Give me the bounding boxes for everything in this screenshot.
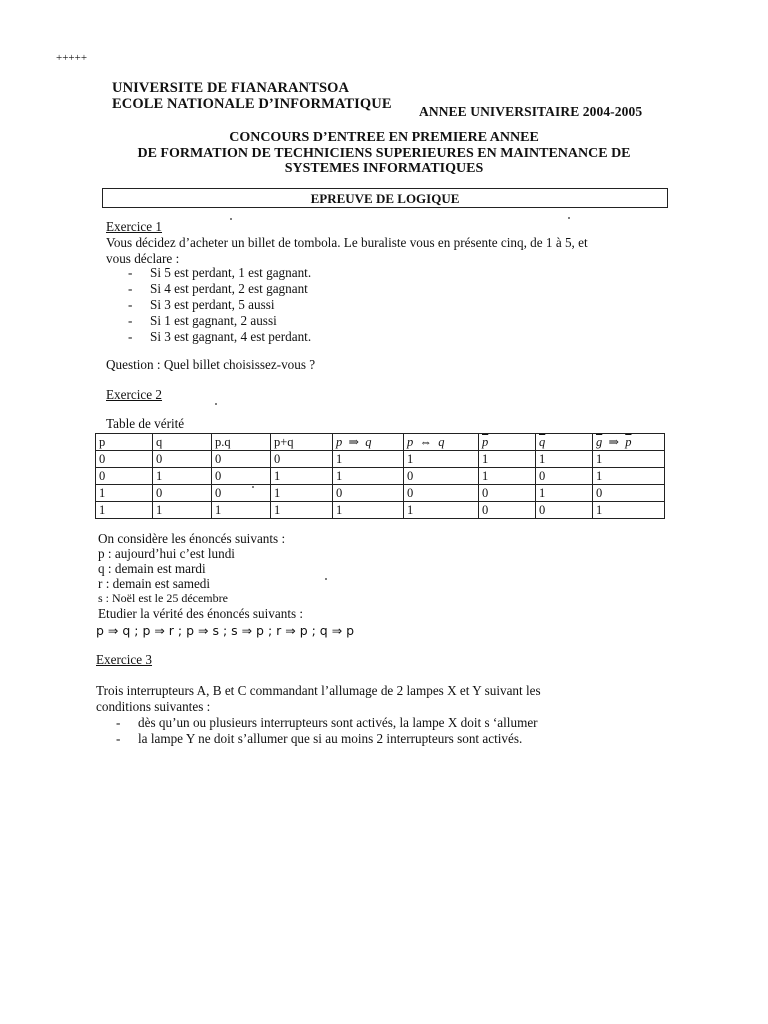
exercise-3-intro-2: conditions suivantes : xyxy=(96,699,211,714)
table-row xyxy=(96,485,665,502)
list-item: - Si 4 est perdant, 2 est gagnant xyxy=(128,281,311,297)
exercise-3-intro: Trois interrupteurs A, B et C commandant l’allumage de 2 lampes X et Y suivant les xyxy=(96,683,541,698)
statement-p: p : aujourd’hui c’est lundi xyxy=(98,546,235,561)
table-cell: 0 xyxy=(404,485,479,502)
exercise-2-title: Exercice 2 xyxy=(106,387,163,402)
table-cell: 0 xyxy=(333,485,404,502)
col-not-g-implies-not-p: $\overline{g}$ ⇒ $\overline{p}$ xyxy=(593,434,665,451)
table-cell: 0 xyxy=(593,485,665,502)
table-cell: 1 xyxy=(593,502,665,519)
truth-table xyxy=(95,433,665,519)
exercise-3-title: Exercice 3 xyxy=(96,652,153,667)
col-not-q: $\overline{q}$ xyxy=(536,434,593,451)
table-cell: 0 xyxy=(271,451,333,468)
table-cell: 0 xyxy=(536,502,593,519)
col-p: p xyxy=(96,434,153,451)
epreuve-title: EPREUVE DE LOGIQUE xyxy=(310,191,460,206)
academic-year: ANNEE UNIVERSITAIRE 2004-2005 xyxy=(419,104,643,119)
table-cell: 1 xyxy=(271,468,333,485)
table-cell: 1 xyxy=(479,468,536,485)
table-cell: 1 xyxy=(153,502,212,519)
university-name: UNIVERSITE DE FIANARANTSOA xyxy=(112,80,350,96)
list-item: - Si 5 est perdant, 1 est gagnant. xyxy=(128,265,311,281)
statement-q: q : demain est mardi xyxy=(98,561,206,576)
exercise-1-intro-2: vous déclare : xyxy=(106,251,180,266)
list-item: - la lampe Y ne doit s’allumer que si au moins 2 interrupteurs sont activés. xyxy=(116,731,538,747)
table-cell: 0 xyxy=(479,502,536,519)
table-cell: 0 xyxy=(212,451,271,468)
table-cell: 1 xyxy=(479,451,536,468)
table-cell: 0 xyxy=(212,468,271,485)
page-marker: +++++ xyxy=(56,52,88,64)
list-item: - Si 3 est perdant, 5 aussi xyxy=(128,297,311,313)
table-cell: 1 xyxy=(333,502,404,519)
table-row xyxy=(96,502,665,519)
table-cell: 1 xyxy=(271,502,333,519)
col-p-or-q: p+q xyxy=(271,434,333,451)
exercise-1-question: Question : Quel billet choisissez-vous ? xyxy=(106,357,316,372)
list-item: - dès qu’un ou plusieurs interrupteurs sont activés, la lampe X doit s ‘allumer xyxy=(116,715,538,731)
scan-speck xyxy=(215,403,217,405)
table-cell: 1 xyxy=(153,468,212,485)
statement-r: r : demain est samedi xyxy=(98,576,211,591)
table-header-row xyxy=(96,434,665,451)
scan-speck xyxy=(325,578,327,580)
table-cell: 0 xyxy=(404,468,479,485)
table-cell: 1 xyxy=(333,451,404,468)
study-instruction: Etudier la vérité des énoncés suivants : xyxy=(98,606,304,621)
col-p-and-q: p.q xyxy=(212,434,271,451)
table-cell: 1 xyxy=(271,485,333,502)
col-p-equiv-q: p ⇔ q xyxy=(404,434,479,451)
table-row xyxy=(96,468,665,485)
col-q: q xyxy=(153,434,212,451)
table-cell: 1 xyxy=(333,468,404,485)
table-cell: 0 xyxy=(479,485,536,502)
table-cell: 1 xyxy=(536,451,593,468)
scan-speck xyxy=(568,217,570,219)
exercise-1-title: Exercice 1 xyxy=(106,219,163,234)
truth-table-title: Table de vérité xyxy=(106,416,185,431)
table-cell: 0 xyxy=(96,468,153,485)
epreuve-box xyxy=(102,188,668,208)
exercise-1-intro: Vous décidez d’acheter un billet de tombola. Le buraliste vous en présente cinq, de 1 à 5, et xyxy=(106,235,588,250)
formulas: p ⇒ q ; p ⇒ r ; p ⇒ s ; s ⇒ p ; r ⇒ p ; q ⇒ p xyxy=(96,623,355,638)
exercise-1-list xyxy=(128,265,311,345)
table-row xyxy=(96,451,665,468)
scan-speck xyxy=(230,218,232,220)
col-not-p: $\overline{p}$ xyxy=(479,434,536,451)
list-item: - Si 3 est gagnant, 4 est perdant. xyxy=(128,329,311,345)
table-cell: 1 xyxy=(404,502,479,519)
concours-line-1: CONCOURS D’ENTREE EN PREMIERE ANNEE xyxy=(229,130,539,145)
table-cell: 1 xyxy=(536,485,593,502)
table-cell: 1 xyxy=(593,468,665,485)
table-cell: 1 xyxy=(96,485,153,502)
table-cell: 1 xyxy=(212,502,271,519)
school-name: ECOLE NATIONALE D’INFORMATIQUE xyxy=(112,96,392,112)
statement-s: s : Noël est le 25 décembre xyxy=(98,591,228,605)
table-cell: 0 xyxy=(212,485,271,502)
table-cell: 1 xyxy=(96,502,153,519)
table-cell: 1 xyxy=(404,451,479,468)
table-cell: 0 xyxy=(96,451,153,468)
table-cell: 0 xyxy=(153,485,212,502)
concours-line-3: SYSTEMES INFORMATIQUES xyxy=(284,161,484,176)
statements-intro: On considère les énoncés suivants : xyxy=(98,531,286,546)
scan-speck xyxy=(252,486,254,488)
table-cell: 0 xyxy=(536,468,593,485)
exercise-3-list xyxy=(116,715,538,747)
col-p-implies-q: p ⇒ q xyxy=(333,434,404,451)
table-cell: 0 xyxy=(153,451,212,468)
list-item: - Si 1 est gagnant, 2 aussi xyxy=(128,313,311,329)
table-cell: 1 xyxy=(593,451,665,468)
concours-line-2: DE FORMATION DE TECHNICIENS SUPERIEURES EN MAINTENANCE DE xyxy=(137,146,631,161)
